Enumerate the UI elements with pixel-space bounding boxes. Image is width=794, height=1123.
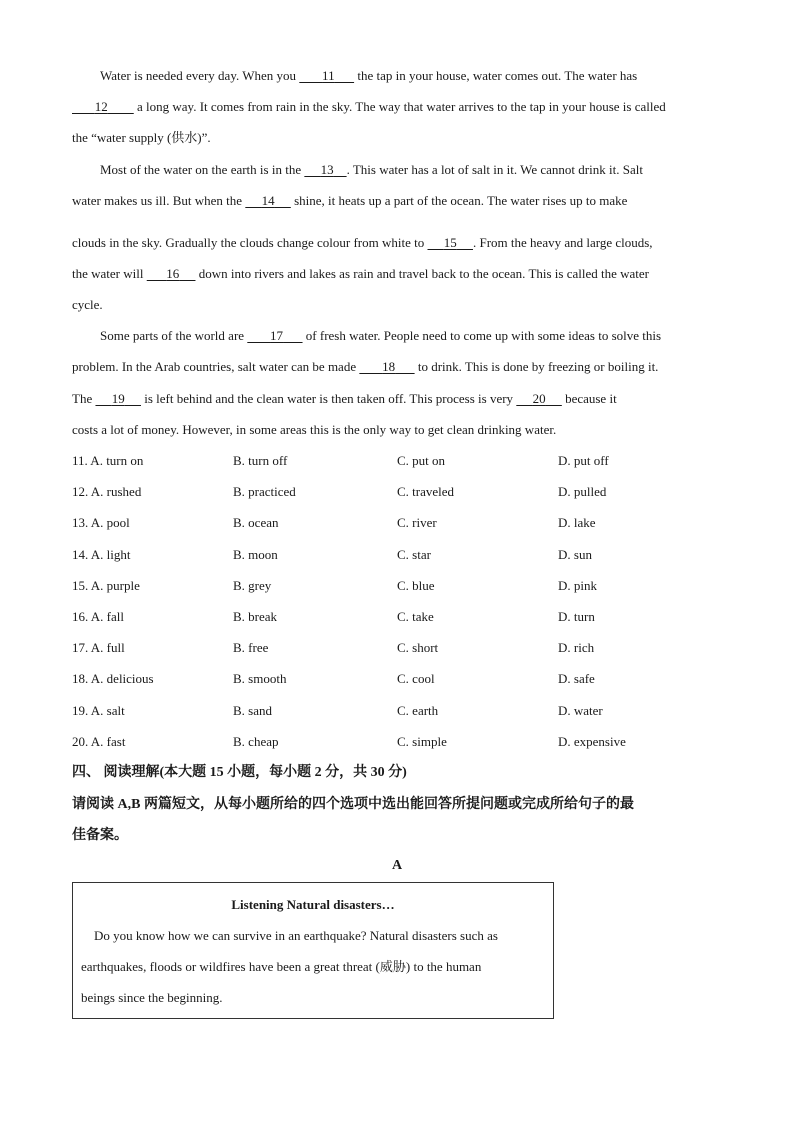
blank-14 — [245, 193, 291, 208]
blank-number: 16 — [166, 266, 180, 281]
text: is left behind and the clean water is then taken off. This process is very — [140, 391, 517, 406]
option-a: 20. A. fast — [72, 734, 126, 749]
passage-letter: A — [391, 858, 403, 873]
text: water makes us ill. But when the — [72, 193, 246, 208]
text: of fresh water. People need to come up with some ideas to solve this — [302, 328, 662, 343]
blank-number: 20 — [532, 391, 546, 406]
text: problem. In the Arab countries, salt water can be made — [72, 359, 360, 374]
cloze-line-11 — [72, 391, 732, 407]
text: a long way. It comes from rain in the sky. The way that water arrives to the tap in your house is called — [133, 99, 666, 114]
blank-12 — [72, 99, 134, 114]
section-heading: 四、 阅读理解(本大题 15 小题，每小题 2 分，共 30 分) — [72, 765, 407, 780]
blank-16 — [147, 266, 196, 281]
instruction-line-2: 佳备案。 — [72, 828, 128, 843]
cloze-line-2 — [72, 99, 732, 115]
question-17-options — [72, 640, 712, 656]
text: down into rivers and lakes as rain and travel back to the ocean. This is called the water — [195, 266, 650, 281]
option-b: B. ocean — [233, 515, 279, 530]
option-b: B. practiced — [233, 484, 296, 499]
cloze-line-5 — [72, 193, 732, 209]
blank-number: 18 — [382, 359, 396, 374]
cloze-line-12 — [72, 422, 732, 438]
cloze-line-6 — [72, 235, 732, 251]
option-a: 11. A. turn on — [72, 453, 144, 468]
option-a: 13. A. pool — [72, 515, 130, 530]
option-d: D. sun — [558, 547, 592, 562]
text: . From the heavy and large clouds, — [473, 235, 653, 250]
question-19-options — [72, 703, 712, 719]
option-c: C. blue — [397, 578, 435, 593]
option-c: C. simple — [397, 734, 447, 749]
option-c: C. traveled — [397, 484, 455, 499]
blank-number: 17 — [270, 328, 284, 343]
text: clouds in the sky. Gradually the clouds change colour from white to — [72, 235, 428, 250]
instruction-line-1: 请阅读 A,B 两篇短文，从每小题所给的四个选项中选出能回答所提问题或完成所给句子的最 — [72, 797, 634, 812]
option-d: D. pulled — [558, 484, 607, 499]
text: Water is needed every day. When you — [100, 68, 300, 83]
question-15-options — [72, 578, 712, 594]
option-b: B. grey — [233, 578, 272, 593]
blank-number: 11 — [322, 68, 335, 83]
blank-19 — [95, 391, 141, 406]
question-11-options — [72, 453, 712, 469]
option-a: 16. A. fall — [72, 609, 124, 624]
option-a: 12. A. rushed — [72, 484, 142, 499]
text: Most of the water on the earth is in the — [100, 162, 305, 177]
option-d: D. safe — [558, 671, 595, 686]
blank-number: 12 — [94, 99, 108, 114]
option-b: B. free — [233, 640, 269, 655]
cloze-line-9 — [100, 328, 732, 344]
blank-number: 19 — [111, 391, 125, 406]
cloze-line-3 — [72, 130, 732, 146]
option-b: B. break — [233, 609, 278, 624]
text: Some parts of the world are — [100, 328, 248, 343]
text: The — [72, 391, 96, 406]
option-a: 14. A. light — [72, 547, 131, 562]
text: the water will — [72, 266, 147, 281]
option-b: B. sand — [233, 703, 272, 718]
option-b: B. smooth — [233, 671, 287, 686]
box-line-2: earthquakes, floods or wildfires have been a great threat (威胁) to the human — [81, 959, 482, 974]
option-d: D. expensive — [558, 734, 626, 749]
question-18-options — [72, 671, 712, 687]
blank-13 — [304, 162, 346, 177]
option-d: D. pink — [558, 578, 597, 593]
blank-18 — [359, 359, 414, 374]
question-20-options — [72, 734, 712, 750]
question-14-options — [72, 547, 712, 563]
passage-box — [72, 882, 554, 1019]
blank-15 — [428, 235, 474, 250]
option-b: B. turn off — [233, 453, 288, 468]
blank-number: 15 — [443, 235, 457, 250]
cloze-line-8 — [72, 297, 732, 313]
box-line-3: beings since the beginning. — [81, 990, 223, 1005]
option-d: D. turn — [558, 609, 595, 624]
option-b: B. cheap — [233, 734, 279, 749]
text: because it — [561, 391, 617, 406]
box-title: Listening Natural disasters… — [231, 897, 395, 912]
option-c: C. river — [397, 515, 437, 530]
blank-20 — [516, 391, 562, 406]
option-d: D. lake — [558, 515, 596, 530]
cloze-line-10 — [72, 359, 732, 375]
option-c: C. earth — [397, 703, 439, 718]
option-c: C. take — [397, 609, 434, 624]
cloze-line-4 — [100, 162, 732, 178]
option-c: C. put on — [397, 453, 446, 468]
question-16-options — [72, 609, 712, 625]
option-a: 15. A. purple — [72, 578, 140, 593]
text: cycle. — [72, 297, 103, 312]
option-c: C. star — [397, 547, 431, 562]
box-line-1: Do you know how we can survive in an earthquake? Natural disasters such as — [94, 928, 498, 943]
text: the “water supply (供水)”. — [72, 130, 211, 145]
text: . This water has a lot of salt in it. We cannot drink it. Salt — [346, 162, 643, 177]
text: to drink. This is done by freezing or boiling it. — [414, 359, 659, 374]
blank-17 — [247, 328, 302, 343]
question-12-options — [72, 484, 712, 500]
option-a: 18. A. delicious — [72, 671, 154, 686]
option-a: 17. A. full — [72, 640, 125, 655]
option-d: D. water — [558, 703, 603, 718]
option-d: D. rich — [558, 640, 595, 655]
blank-number: 13 — [320, 162, 334, 177]
blank-11 — [299, 68, 354, 83]
option-c: C. cool — [397, 671, 435, 686]
blank-number: 14 — [261, 193, 275, 208]
text: the tap in your house, water comes out. The water has — [354, 68, 638, 83]
text: shine, it heats up a part of the ocean. The water rises up to make — [290, 193, 628, 208]
option-b: B. moon — [233, 547, 278, 562]
option-c: C. short — [397, 640, 439, 655]
option-d: D. put off — [558, 453, 609, 468]
cloze-line-7 — [72, 266, 732, 282]
cloze-line-1 — [100, 68, 732, 84]
option-a: 19. A. salt — [72, 703, 125, 718]
question-13-options — [72, 515, 712, 531]
text: costs a lot of money. However, in some areas this is the only way to get clean drinking water. — [72, 422, 557, 437]
